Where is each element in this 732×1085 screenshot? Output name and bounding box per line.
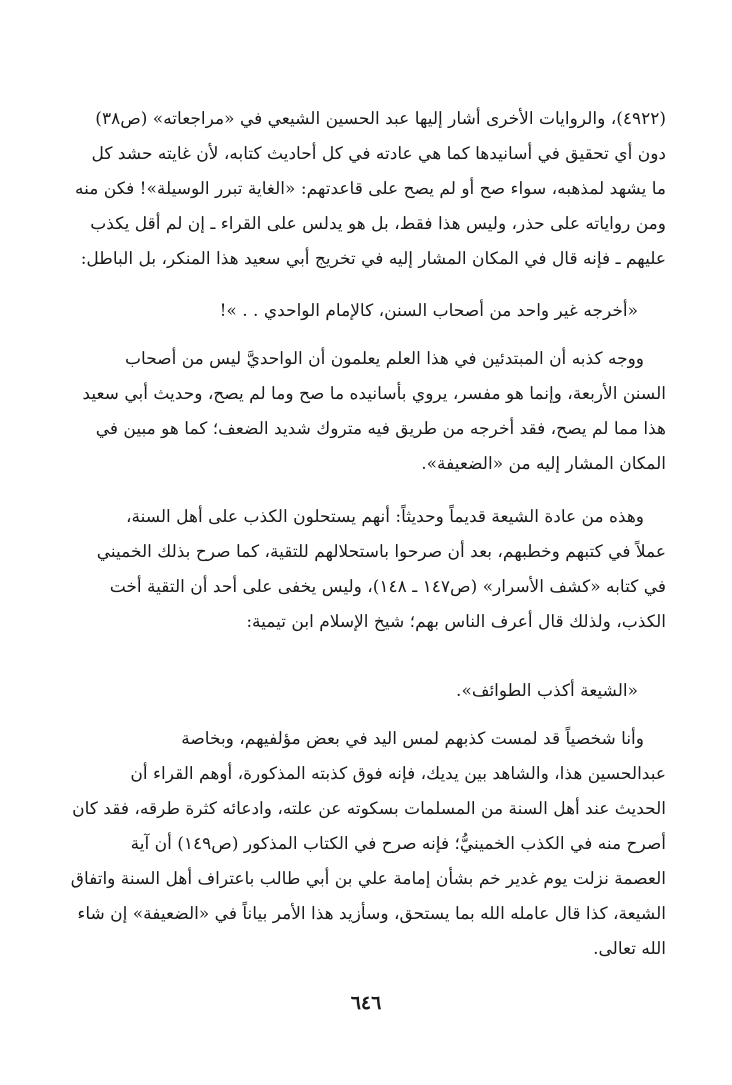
paragraph-3 (52, 342, 666, 482)
paragraph-1 (52, 102, 666, 277)
text-line: «الشيعة أكذب الطوائف». (456, 681, 638, 701)
text-line: عملاً في كتبهم وخطبهم، بعد أن صرحوا باستحلالهم للتقية، كما صرح بذلك الخميني (96, 542, 666, 562)
paragraph-5-quote (52, 674, 666, 709)
text-line: في كتابه «كشف الأسرار» (ص١٤٧ ـ ١٤٨)، وليس يخفى على أحد أن التقية أخت (109, 577, 666, 597)
text-line: ووجه كذبه أن المبتدئين في هذا العلم يعلمون أن الواحديَّ ليس من أصحاب (125, 349, 644, 369)
text-line: وهذه من عادة الشيعة قديماً وحديثاً: أنهم يستحلون الكذب على أهل السنة، (125, 507, 644, 527)
text-line: الكذب، ولذلك قال أعرف الناس بهم؛ شيخ الإسلام ابن تيمية: (246, 612, 666, 632)
text-line: دون أي تحقيق في أسانيدها كما هي عادته في كل أحاديث كتابه، لأن غايته حشد كل (91, 144, 666, 164)
text-line: السنن الأربعة، وإنما هو مفسر، يروي بأسانيده ما صح وما لم يصح، وحديث أبي سعيد (82, 384, 666, 404)
text-line: الشيعة، كذا قال عامله الله بما يستحق، وسأزيد هذا الأمر بياناً في «الضعيفة» إن شاء (77, 904, 666, 924)
paragraph-2-quote (52, 294, 666, 329)
text-line: العصمة نزلت يوم غدير خم بشأن إمامة علي بن أبي طالب باعتراف أهل السنة واتفاق (70, 869, 666, 889)
page-number: ٦٤٦ (350, 992, 382, 1014)
text-line: (٤٩٢٢)، والروايات الأخرى أشار إليها عبد الحسين الشيعي في «مراجعاته» (ص٣٨) (95, 109, 666, 129)
paragraph-4 (52, 500, 666, 640)
text-line: أصرح منه في الكذب الخمينيُّ؛ فإنه صرح في الكتاب المذكور (ص١٤٩) أن آية (130, 834, 666, 854)
text-line: الله تعالى. (593, 939, 666, 959)
text-line: عليهم ـ فإنه قال في المكان المشار إليه في تخريج أبي سعيد هذا المنكر، بل الباطل: (80, 249, 666, 269)
text-line: هذا مما لم يصح، فقد أخرجه من طريق فيه متروك شديد الضعف؛ كما هو مبين في (95, 419, 666, 439)
paragraph-6 (52, 722, 666, 967)
text-line: وأنا شخصياً قد لمست كذبهم لمس اليد في بعض مؤلفيهم، وبخاصة (181, 729, 644, 749)
text-line: ما يشهد لمذهبه، سواء صح أو لم يصح على قاعدتهم: «الغاية تبرر الوسيلة»! فكن منه (75, 179, 666, 199)
text-line: ومن رواياته على حذر، وليس هذا فقط، بل هو يدلس على القراء ـ إن لم أقل يكذب (90, 214, 666, 234)
text-line: عبدالحسين هذا، والشاهد بين يديك، فإنه فوق كذبته المذكورة، أوهم القراء أن (130, 764, 666, 784)
text-line: الحديث عند أهل السنة من المسلمات بسكوته عن علته، وادعائه كثرة طرقه، فقد كان (72, 799, 666, 819)
text-line: المكان المشار إليه من «الضعيفة». (421, 454, 666, 474)
text-line: «أخرجه غير واحد من أصحاب السنن، كالإمام الواحدي . . »! (219, 301, 638, 321)
